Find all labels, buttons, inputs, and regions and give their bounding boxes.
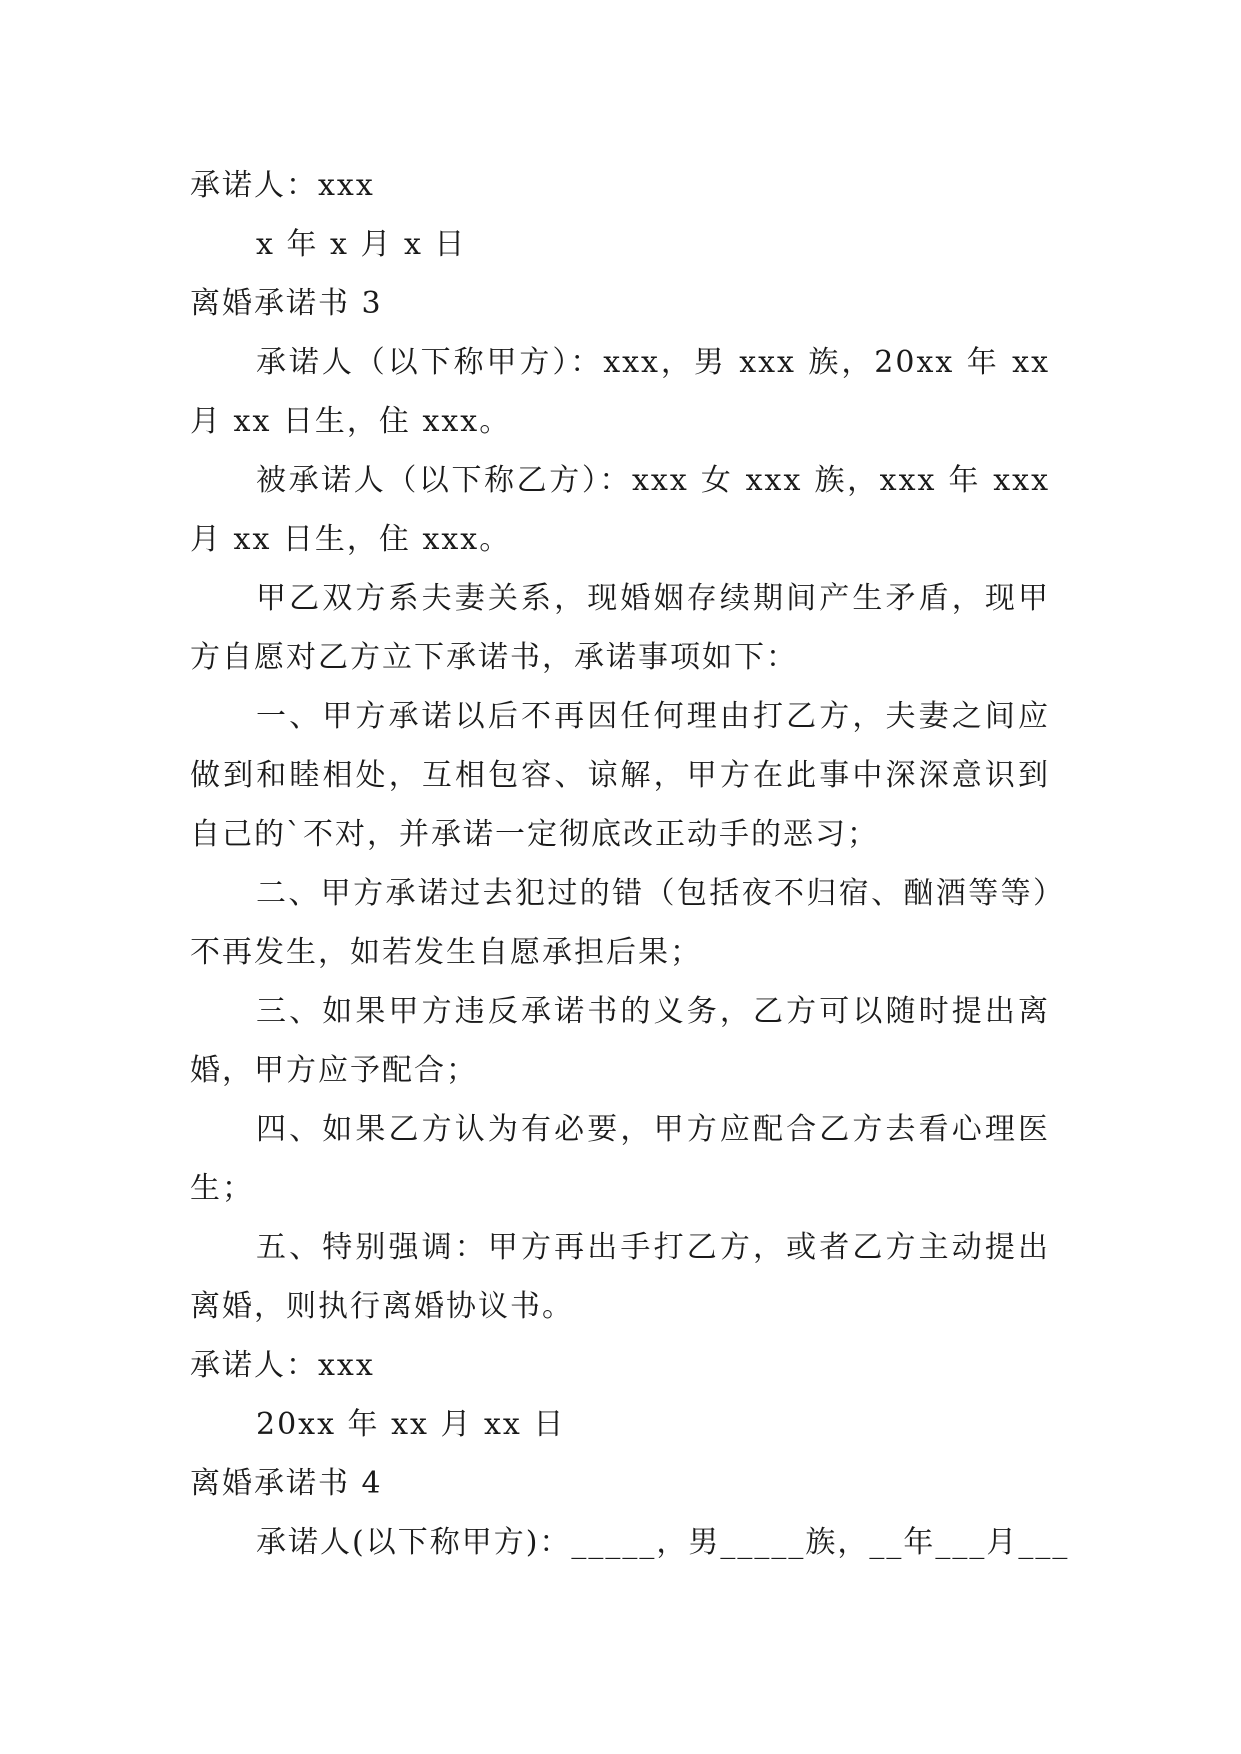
section3-party-b: 被承诺人（以下称乙方）：xxx 女 xxx 族，xxx 年 xxx 月 xx 日生，住 xxx。 <box>190 463 1050 557</box>
section3-intro: 甲乙双方系夫妻关系，现婚姻存续期间产生矛盾，现甲方自愿对乙方立下承诺书，承诺事项如下： <box>190 581 1050 675</box>
section3-title: 离婚承诺书 3 <box>190 286 383 321</box>
top-date: x 年 x 月 x 日 <box>256 227 467 262</box>
section3-date: 20xx 年 xx 月 xx 日 <box>256 1407 566 1442</box>
section3-item-1: 一、甲方承诺以后不再因任何理由打乙方，夫妻之间应做到和睦相处，互相包容、谅解，甲方在此事中深深意识到自己的`不对，并承诺一定彻底改正动手的恶习； <box>190 699 1050 852</box>
section3-signer: 承诺人：xxx <box>190 1348 375 1383</box>
section4-title: 离婚承诺书 4 <box>190 1466 383 1501</box>
section4-party-a: 承诺人(以下称甲方)：_____，男_____族，__年___月___ <box>256 1525 1070 1560</box>
section3-item-5: 五、特别强调：甲方再出手打乙方，或者乙方主动提出离婚，则执行离婚协议书。 <box>190 1230 1050 1324</box>
section3-item-3: 三、如果甲方违反承诺书的义务，乙方可以随时提出离婚，甲方应予配合； <box>190 994 1050 1088</box>
section3-party-a: 承诺人（以下称甲方）：xxx，男 xxx 族，20xx 年 xx 月 xx 日生，住 xxx。 <box>190 345 1050 439</box>
section3-item-2: 二、甲方承诺过去犯过的错（包括夜不归宿、酗酒等等）不再发生，如若发生自愿承担后果； <box>190 876 1050 970</box>
document-page <box>190 156 1070 1572</box>
top-signer: 承诺人：xxx <box>190 168 375 203</box>
section3-item-4: 四、如果乙方认为有必要，甲方应配合乙方去看心理医生； <box>190 1112 1050 1206</box>
